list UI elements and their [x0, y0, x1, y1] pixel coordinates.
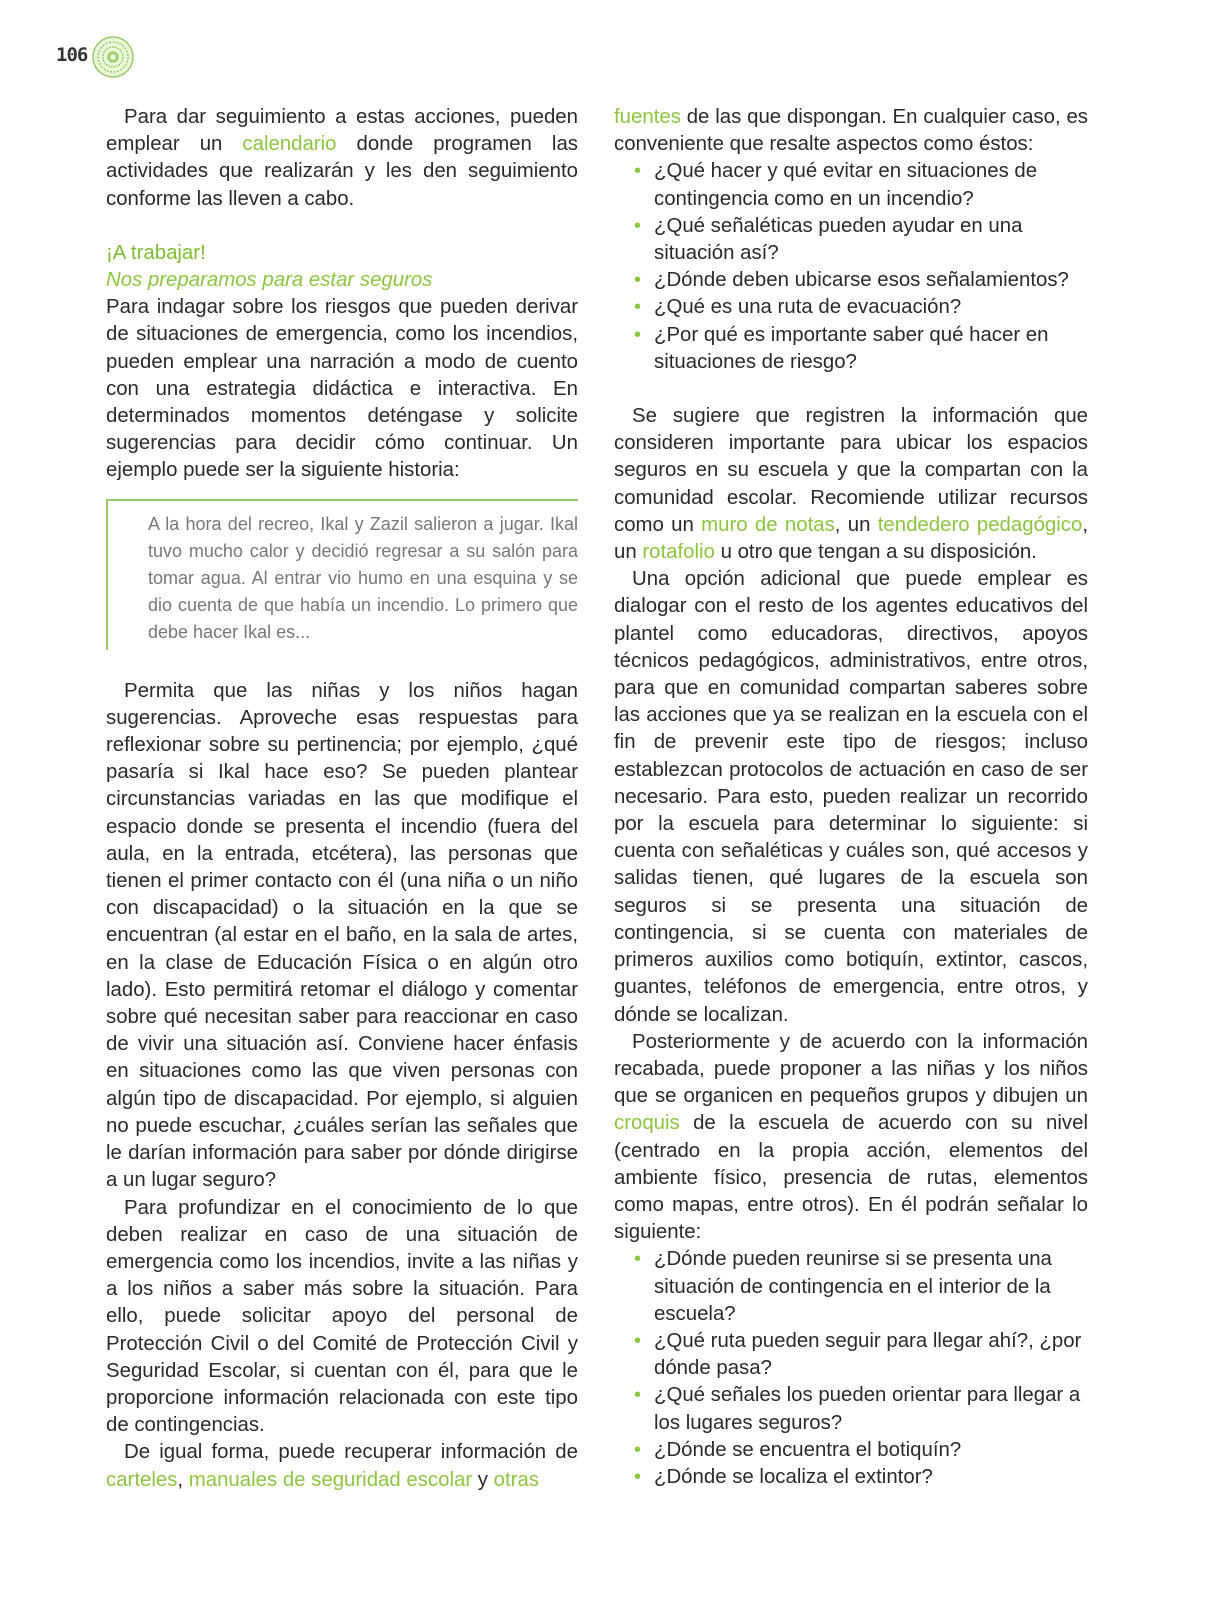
- section-subheading: Nos preparamos para estar seguros: [106, 269, 433, 292]
- rosette-ornament-icon: [92, 36, 134, 78]
- story-quote-text: A la hora del recreo, Ikal y Zazil salieron a jugar. Ikal tuvo mucho calor y decidió regresar a su salón para tomar agua. Al entrar vio humo en una esquina y se dio cuenta de que había un incendio. Lo primero que debe hacer Ikal es...: [148, 513, 578, 642]
- intro-paragraph: Para dar seguimiento a estas acciones, pueden emplear un calendario donde programen las actividades que realizarán y les den seguimiento conforme las lleven a cabo.: [106, 106, 578, 210]
- dialogue-paragraph: Una opción adicional que puede emplear es dialogar con el resto de los agentes educativos del plantel como educadoras, directivos, apoyos técnicos pedagógicos, administrativos, entre otros, para que en comunidad compartan saberes sobre las acciones que ya se realizan en la escuela con el fin de prevenir este tipo de riesgos; incluso establezcan protocolos de actuación en caso de ser necesario. Para esto, pueden realizar un recorrido por la escuela para determinar lo siguiente: si cuenta con señaléticas y cuáles son, qué accesos y salidas tienen, qué lugares de la escuela son seguros si se presenta una situación de contingencia, si se cuenta con materiales de primeros auxilios como botiquín, extintor, cascos, guantes, teléfonos de emergencia, entre otros, y dónde se localizan.: [614, 568, 1088, 1026]
- page-number: 106: [56, 44, 88, 66]
- list-item: • ¿Qué ruta pueden seguir para llegar ahí?, ¿por dónde pasa?: [634, 1328, 1088, 1382]
- suggestions-paragraph: Permita que las niñas y los niños hagan sugerencias. Aproveche esas respuestas para reflexionar sobre su pertinencia; por ejemplo, ¿qué pasaría si Ikal hace eso? Se pueden plantear circunstancias variadas en las que modifique el espacio donde se presenta el incendio (fuera del aula, en la entrada, etcétera), las personas que tienen el primer contacto con él (una niña o un niño con discapacidad) o la situación en la que se encuentran (al estar en el baño, en la sala de artes, en la clase de Educación Física o en algún otro lado). Esto permitirá retomar el diálogo y comentar sobre qué necesitan saber para reaccionar en caso de vivir una situación así. Conviene hacer énfasis en situaciones como las que viven personas con algún tipo de discapacidad. Por ejemplo, si alguien no puede escuchar, ¿cuáles serían las señales que le darían información para saber por dónde dirigirse a un lugar seguro?: [106, 679, 578, 1192]
- croquis-paragraph: Posteriormente y de acuerdo con la información recabada, puede proponer a las niñas y los niños que se organicen en pequeños grupos y dibujen un croquis de la escuela de acuerdo con su nivel (centrado en la propia acción, elementos del ambiente físico, presencia de rutas, elementos como mapas, entre otros). En él podrán señalar lo siguiente:: [614, 1030, 1088, 1244]
- story-quote-box: [106, 499, 578, 650]
- link-calendario[interactable]: calendario: [242, 133, 337, 156]
- link-croquis[interactable]: croquis: [614, 1112, 680, 1135]
- link-manuales[interactable]: manuales de seguridad escolar: [188, 1468, 473, 1491]
- list-item: • ¿Dónde se encuentra el botiquín?: [634, 1437, 1088, 1464]
- link-rotafolio[interactable]: rotafolio: [642, 541, 715, 564]
- record-info-paragraph: Se sugiere que registren la información que consideren importante para ubicar los espacios seguros en su escuela y que la compartan con la comunidad escolar. Recomiende utilizar recursos como un muro de notas, un tendedero pedagógico, un rotafolio u otro que tengan a su disposición.: [614, 405, 1088, 564]
- story-intro-paragraph: Para indagar sobre los riesgos que pueden derivar de situaciones de emergencia, como los incendios, pueden emplear una narración a modo de cuento con una estrategia didáctica e interactiva. En determinados momentos deténgase y solicite sugerencias para decidir cómo continuar. Un ejemplo puede ser la siguiente historia:: [106, 296, 578, 482]
- link-tendedero[interactable]: tendedero pedagógico: [877, 513, 1083, 536]
- sources-paragraph: fuentes de las que dispongan. En cualquier caso, es conveniente que resalte aspectos como éstos:: [614, 106, 1088, 156]
- civil-protection-paragraph: Para profundizar en el conocimiento de lo que deben realizar en caso de una situación de emergencia como los incendios, invite a las niñas y a los niños a saber más sobre la situación. Para ello, puede solicitar apoyo del personal de Protección Civil o del Comité de Protección Civil y Seguridad Escolar, si cuentan con él, para que le proporcione información relacionada con este tipo de contingencias.: [106, 1196, 578, 1437]
- list-item: • ¿Dónde pueden reunirse si se presenta una situación de contingencia en el interior de la escuela?: [634, 1246, 1088, 1328]
- list-item: • ¿Qué señaléticas pueden ayudar en una situación así?: [634, 213, 1088, 267]
- right-column: [614, 104, 1088, 1491]
- croquis-list: [614, 1246, 1088, 1491]
- resources-paragraph: De igual forma, puede recuperar información de carteles, manuales de seguridad escolar y otras: [106, 1441, 578, 1491]
- aspects-list: [614, 158, 1088, 376]
- list-item: • ¿Dónde deben ubicarse esos señalamientos?: [634, 267, 1088, 294]
- section-heading: ¡A trabajar!: [106, 241, 206, 264]
- link-otras[interactable]: otras: [493, 1468, 540, 1491]
- link-muro-de-notas[interactable]: muro de notas: [701, 513, 835, 536]
- list-item: • ¿Qué es una ruta de evacuación?: [634, 294, 1088, 321]
- list-item: • ¿Qué hacer y qué evitar en situaciones de contingencia como en un incendio?: [634, 158, 1088, 212]
- list-item: • ¿Dónde se localiza el extintor?: [634, 1464, 1088, 1491]
- list-item: • ¿Por qué es importante saber qué hacer en situaciones de riesgo?: [634, 322, 1088, 376]
- link-carteles[interactable]: carteles: [106, 1468, 178, 1491]
- link-fuentes[interactable]: fuentes: [614, 106, 681, 128]
- left-column: [106, 104, 578, 1494]
- list-item: • ¿Qué señales los pueden orientar para llegar a los lugares seguros?: [634, 1382, 1088, 1436]
